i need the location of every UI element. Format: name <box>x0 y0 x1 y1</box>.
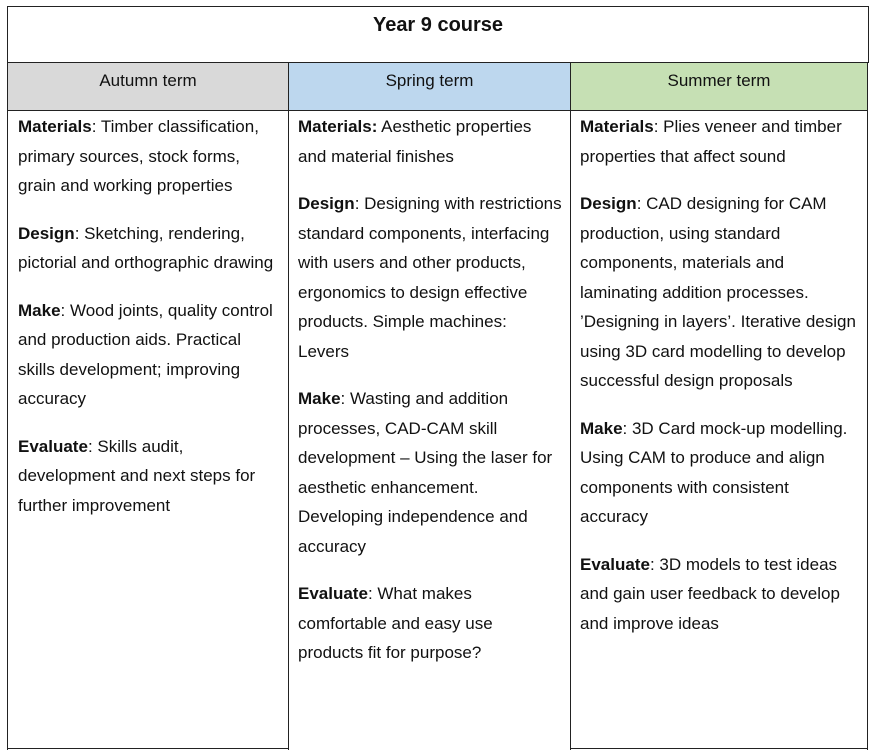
header-summer: Summer term <box>570 62 868 111</box>
course-table <box>7 6 869 750</box>
spring-design: Design: Designing with restrictions standard components, interfacing with users and other products, ergonomics to design effective products. Simple machines: Levers <box>298 194 562 361</box>
summer-bottom-border <box>570 748 868 749</box>
summer-evaluate: Evaluate: 3D models to test ideas and gain user feedback to develop and improve ideas <box>580 554 840 633</box>
summer-materials: Materials: Plies veneer and timber properties that affect sound <box>580 117 842 166</box>
course-title: Year 9 course <box>372 14 504 36</box>
header-autumn: Autumn term <box>7 62 289 111</box>
column-spring <box>288 110 571 750</box>
autumn-evaluate: Evaluate: Skills audit, development and next steps for further improvement <box>18 436 256 515</box>
autumn-materials: Materials: Timber classification, primary sources, stock forms, grain and working properties <box>18 117 259 195</box>
autumn-bottom-border <box>7 748 289 749</box>
autumn-make: Make: Wood joints, quality control and production aids. Practical skills development; improving accuracy <box>18 300 273 408</box>
column-summer <box>570 110 868 750</box>
summer-design: Design: CAD designing for CAM production, using standard components, materials and laminating addition processes. ’Designing in layers’. Iterative design using 3D card modelling to develop successful design proposals <box>580 194 856 390</box>
spring-make: Make: Wasting and addition processes, CAD-CAM skill development – Using the laser for aesthetic enhancement. Developing independence and accuracy <box>298 389 553 556</box>
spring-evaluate: Evaluate: What makes comfortable and easy use products fit for purpose? <box>298 584 493 662</box>
header-spring: Spring term <box>288 62 571 111</box>
title-row <box>7 6 869 63</box>
column-autumn <box>7 110 289 750</box>
autumn-design: Design: Sketching, rendering, pictorial and orthographic drawing <box>18 223 274 272</box>
spring-materials: Materials: Aesthetic properties and material finishes <box>298 117 532 166</box>
summer-make: Make: 3D Card mock-up modelling. Using CAM to produce and align components with consistent accuracy <box>580 418 848 526</box>
